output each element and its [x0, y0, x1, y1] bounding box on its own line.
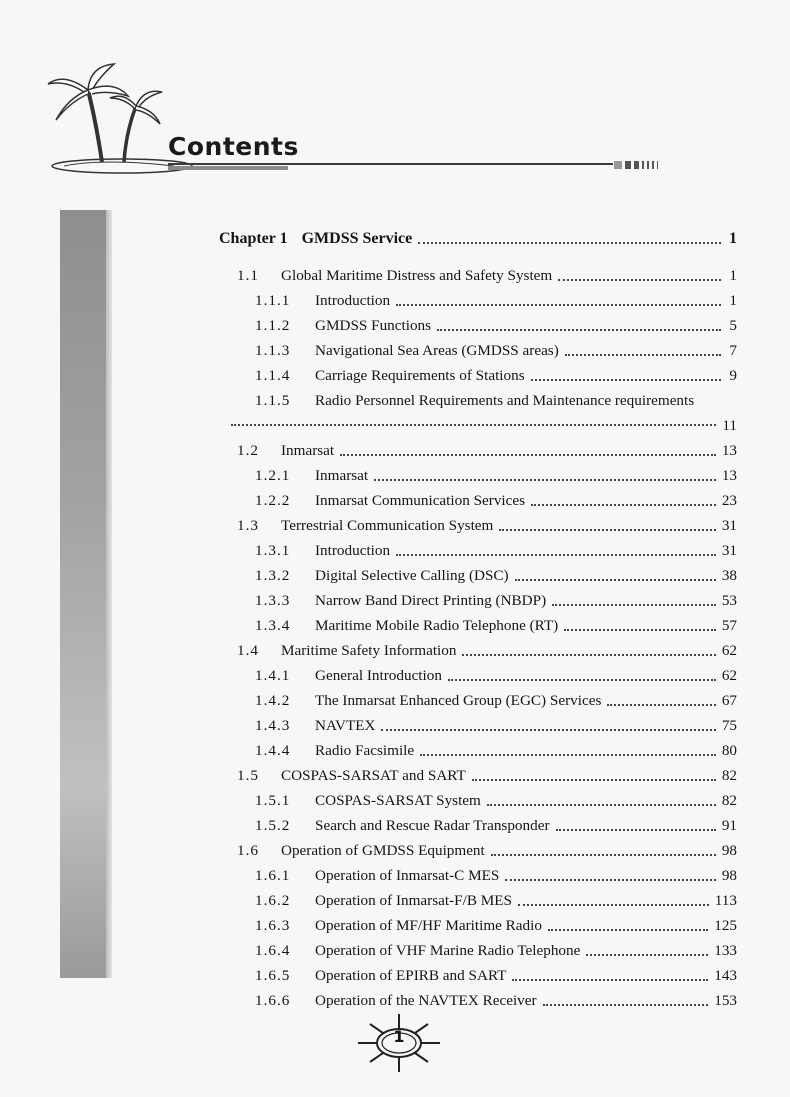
- toc-section: 1.5 COSPAS-SARSAT and SART 82: [237, 767, 737, 784]
- toc-section: 1.3 Terrestrial Communication System 31: [237, 517, 737, 534]
- toc-subsection: 1.1.2 GMDSS Functions 5: [255, 317, 737, 334]
- page-header: [0, 0, 790, 200]
- toc-subsection: 1.2.1 Inmarsat 13: [255, 467, 737, 484]
- toc-subsection: 1.5.2 Search and Rescue Radar Transponder 91: [255, 817, 737, 834]
- decorative-sidebar: [60, 210, 106, 978]
- toc-subsection: 1.6.1 Operation of Inmarsat-C MES 98: [255, 867, 737, 884]
- toc-subsection: 1.6.6 Operation of the NAVTEX Receiver 153: [255, 992, 737, 1009]
- toc-subsection: 1.4.2 The Inmarsat Enhanced Group (EGC) Services 67: [255, 692, 737, 709]
- toc-subsection: 1.1.3 Navigational Sea Areas (GMDSS areas) 7: [255, 342, 737, 359]
- toc-subsection: 1.4.1 General Introduction 62: [255, 667, 737, 684]
- toc-section: 1.6 Operation of GMDSS Equipment 98: [237, 842, 737, 859]
- toc-subsection: 1.2.2 Inmarsat Communication Services 23: [255, 492, 737, 509]
- chapter-page: 1: [729, 230, 737, 247]
- chapter-title: GMDSS Service: [301, 230, 413, 247]
- toc-subsection: 1.3.3 Narrow Band Direct Printing (NBDP) 53: [255, 592, 737, 609]
- toc-subsection: 1.6.5 Operation of EPIRB and SART 143: [255, 967, 737, 984]
- toc-subsection: 1.3.2 Digital Selective Calling (DSC) 38: [255, 567, 737, 584]
- toc-subsection: 1.1.5 Radio Personnel Requirements and Maintenance requirements: [255, 392, 695, 409]
- chapter-number: Chapter 1: [219, 230, 288, 247]
- page-title: Contents: [168, 132, 299, 161]
- title-rule: [168, 163, 613, 165]
- toc-subsection: 1.3.4 Maritime Mobile Radio Telephone (RT) 57: [255, 617, 737, 634]
- toc-subsection: 1.5.1 COSPAS-SARSAT System 82: [255, 792, 737, 809]
- toc-section: 1.1 Global Maritime Distress and Safety System 1: [237, 267, 737, 284]
- toc-subsection: 1.1.4 Carriage Requirements of Stations 9: [255, 367, 737, 384]
- toc-subsection: 1.4.4 Radio Facsimile 80: [255, 742, 737, 759]
- toc-subsection: 1.1.1 Introduction 1: [255, 292, 737, 309]
- toc-subsection: 1.6.2 Operation of Inmarsat-F/B MES 113: [255, 892, 737, 909]
- toc-subsection: 1.4.3 NAVTEX 75: [255, 717, 737, 734]
- toc-subsection: 1.3.1 Introduction 31: [255, 542, 737, 559]
- dot-leader: [418, 241, 721, 244]
- toc-section: 1.4 Maritime Safety Information 62: [237, 642, 737, 659]
- toc-subsection: 1.6.3 Operation of MF/HF Maritime Radio 125: [255, 917, 737, 934]
- toc-subsection-continuation: 11: [231, 416, 737, 436]
- rule-end-decoration: [614, 159, 658, 169]
- toc-subsection: 1.6.4 Operation of VHF Marine Radio Telephone 133: [255, 942, 737, 959]
- page-number: 1: [393, 1027, 405, 1046]
- toc-chapter: [219, 229, 737, 249]
- toc-section: 1.2 Inmarsat 13: [237, 442, 737, 459]
- title-rule-shade: [168, 166, 288, 170]
- decorative-sidebar-edge: [106, 210, 112, 978]
